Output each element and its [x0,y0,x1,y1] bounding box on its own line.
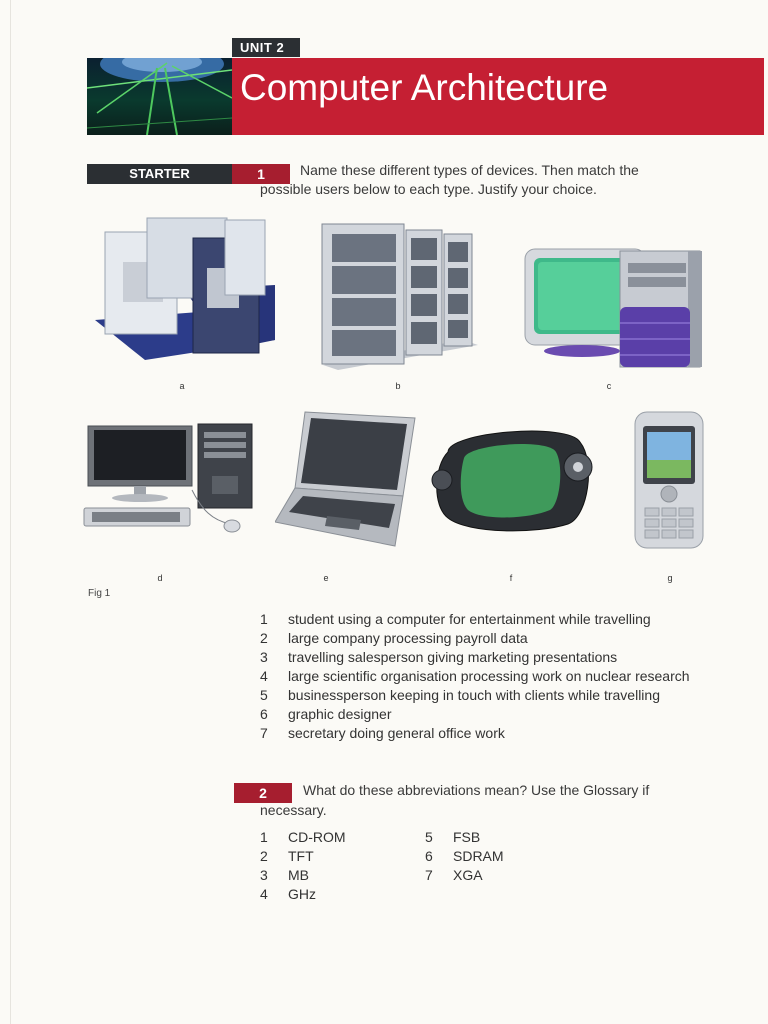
list-item: 6 graphic designer [260,706,392,722]
list-item: 3 travelling salesperson giving marketing presentations [260,649,618,665]
exercise-2-number: 2 [234,783,292,803]
list-item: 7 XGA [425,867,483,883]
device-d-desktop-lcd [82,420,257,545]
device-g-mobile-phone [631,410,707,557]
abbreviations-list-col1 [260,829,346,905]
starter-tag: STARTER [87,164,232,184]
exercise-2-instruction-line2: necessary. [260,802,327,818]
list-item: 7 secretary doing general office work [260,725,505,741]
list-item: 1 student using a computer for entertainment while travelling [260,611,651,627]
server-racks-illustration [318,220,478,370]
device-label-a: a [179,381,185,391]
page-title: Computer Architecture [232,58,764,135]
device-label-e: e [323,573,329,583]
figure-caption: Fig 1 [88,588,111,599]
list-item: 5 FSB [425,829,481,845]
device-b-server-racks [318,220,478,375]
device-a-mainframe [75,210,285,380]
list-item: 4 large scientific organisation processing work on nuclear research [260,668,690,684]
device-label-d: d [157,573,163,583]
mainframe-illustration [75,210,285,375]
exercise-1-number: 1 [232,164,290,184]
unit-tag: UNIT 2 [232,38,300,57]
laptop-illustration [275,410,420,550]
device-label-g: g [667,573,673,583]
list-item: 5 businessperson keeping in touch with clients while travelling [260,687,660,703]
list-item: 1 CD-ROM [260,829,346,845]
device-label-b: b [395,381,401,391]
list-item: 3 MB [260,867,309,883]
crt-desktop-illustration [520,245,720,375]
device-label-c: c [606,381,612,391]
globe-grid-illustration [87,58,232,135]
mobile-phone-illustration [631,410,707,552]
exercise-1-instruction-line2: possible users below to each type. Justify your choice. [260,181,597,197]
users-list [260,611,690,744]
list-item: 6 SDRAM [425,848,504,864]
device-e-laptop [275,410,420,555]
exercise-1-instruction-line1: Name these different types of devices. Then match the [300,162,639,178]
handheld-illustration [428,422,598,537]
device-c-desktop-crt [520,245,720,380]
device-f-handheld [428,422,598,542]
desktop-pc-illustration [82,420,257,540]
device-label-f: f [509,573,513,583]
list-item: 2 TFT [260,848,314,864]
abbreviations-list-col2 [425,829,504,886]
banner-image [87,58,232,135]
list-item: 4 GHz [260,886,316,902]
exercise-2-instruction-line1: What do these abbreviations mean? Use the Glossary if [303,782,650,798]
list-item: 2 large company processing payroll data [260,630,528,646]
